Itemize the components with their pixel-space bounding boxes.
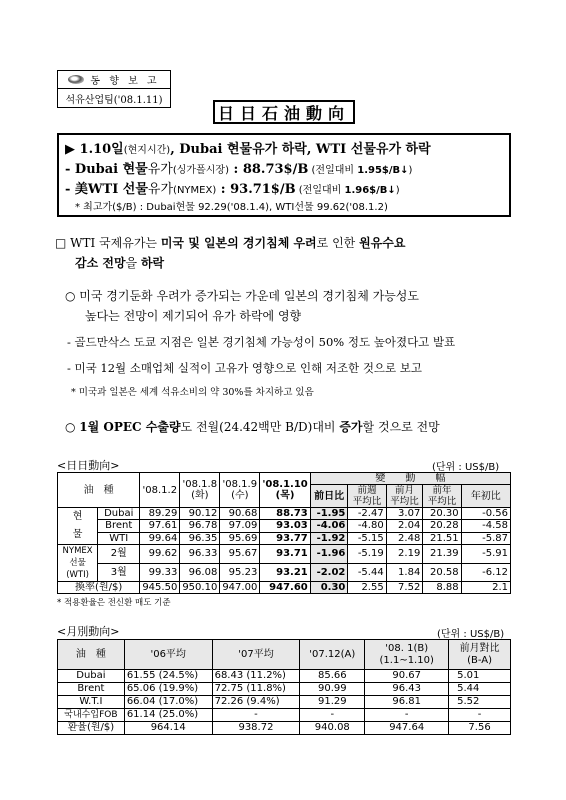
daily-cell: 0.30 bbox=[310, 582, 348, 594]
monthly-cell: 61.14 (25.0%) bbox=[124, 709, 212, 722]
bullet-opec bbox=[65, 417, 515, 437]
monthly-cell: 65.06 (19.9%) bbox=[124, 683, 212, 696]
main-point bbox=[55, 233, 515, 273]
dubai-market: (싱가폴시장) bbox=[172, 165, 229, 176]
daily-h-d1: '08.1.2 bbox=[140, 473, 180, 508]
monthly-cell: 96.43 bbox=[365, 683, 449, 696]
opec-increase: 증가 bbox=[339, 420, 363, 434]
daily-cell: 88.73 bbox=[260, 508, 310, 520]
headline-text: , Dubai 현물유가 하락, WTI 선물유가 하락 bbox=[170, 142, 431, 157]
daily-cell: 99.62 bbox=[140, 545, 180, 564]
daily-row-name: 2월 bbox=[98, 545, 140, 564]
monthly-h-07: '07平均 bbox=[212, 640, 300, 670]
daily-cell: 99.33 bbox=[140, 563, 180, 582]
wti-label: - 美WTI 선물 bbox=[65, 182, 148, 197]
daily-cell: 1.84 bbox=[386, 563, 423, 582]
report-header-box bbox=[57, 70, 171, 108]
monthly-cell: 5.44 bbox=[449, 683, 511, 696]
monthly-cell: - bbox=[365, 709, 449, 722]
dubai-prev-label: (전일대비 bbox=[308, 165, 358, 176]
wti-change: 1.96$/B↓ bbox=[344, 185, 396, 196]
daily-cell: 95.67 bbox=[220, 545, 260, 564]
monthly-unit: (단위 : US$/B) bbox=[437, 629, 505, 640]
daily-cell: 93.03 bbox=[260, 520, 310, 532]
daily-cell: 93.21 bbox=[260, 563, 310, 582]
monthly-row-name: Brent bbox=[58, 683, 125, 696]
daily-cell: 8.88 bbox=[423, 582, 461, 594]
summary-box bbox=[57, 133, 511, 217]
headline-date: ▶ 1.10일 bbox=[65, 142, 124, 157]
wti-close-paren: ) bbox=[395, 185, 400, 196]
monthly-h-diff bbox=[449, 640, 511, 670]
daily-cell: -5.15 bbox=[348, 532, 386, 544]
daily-cell: 90.68 bbox=[220, 508, 260, 520]
table-row bbox=[58, 722, 511, 735]
daily-h-d2 bbox=[180, 473, 220, 508]
daily-cell: 3.07 bbox=[386, 508, 423, 520]
opec-bullet: ○ bbox=[65, 420, 80, 434]
daily-row-name: WTI bbox=[98, 532, 140, 544]
monthly-cell: 91.29 bbox=[300, 696, 365, 709]
daily-row-name: Dubai bbox=[98, 508, 140, 520]
monthly-row-name: 환율(원/$) bbox=[58, 722, 125, 735]
daily-cell: 93.71 bbox=[260, 545, 310, 564]
monthly-h-diff-a: 前月對比 bbox=[459, 642, 500, 654]
monthly-table bbox=[57, 639, 511, 735]
daily-cell: 947.00 bbox=[220, 582, 260, 594]
daily-h-week-b: 平均比 bbox=[352, 496, 382, 507]
daily-row-name: Brent bbox=[98, 520, 140, 532]
dash-goldman: - 골드만삭스 도쿄 지점은 일본 경기침체 가능성이 50% 정도 높아졌다고 발표 bbox=[67, 335, 456, 349]
monthly-cell: 66.04 (17.0%) bbox=[124, 696, 212, 709]
daily-h-d3-day: (수) bbox=[231, 490, 249, 501]
daily-h-month-b: 平均比 bbox=[390, 496, 419, 507]
report-label-row bbox=[58, 71, 170, 89]
daily-group-nymex-a: NYMEX bbox=[62, 546, 93, 556]
daily-cell: 93.77 bbox=[260, 532, 310, 544]
opec-subject: 1월 OPEC 수출량 bbox=[79, 420, 181, 434]
daily-cell: -4.80 bbox=[348, 520, 386, 532]
daily-fx-name: 換率(원/$) bbox=[58, 582, 140, 594]
daily-cell: 97.09 bbox=[220, 520, 260, 532]
summary-headline bbox=[65, 138, 509, 158]
report-label: 동 향 보 고 bbox=[90, 76, 160, 87]
main-point-d: 원유수요 bbox=[359, 236, 406, 250]
main-point-c: 로 인한 bbox=[316, 236, 360, 250]
daily-h-d2-date: '08.1.8 bbox=[182, 479, 218, 490]
table-row bbox=[58, 709, 511, 722]
monthly-cell: 61.55 (24.5%) bbox=[124, 670, 212, 683]
daily-group-nymex-b: 선물(WTI) bbox=[66, 558, 89, 580]
consumption-note: * 미국과 일본은 세계 석유소비의 약 30%를 차지하고 있음 bbox=[71, 387, 314, 398]
monthly-cell: 85.66 bbox=[300, 670, 365, 683]
daily-h-ytd: 年初比 bbox=[461, 485, 510, 508]
daily-cell: 2.1 bbox=[461, 582, 510, 594]
summary-peak-note: * 최고가($/B) : Dubai현물 92.29('08.1.4), WTI선물 99.62('08.1.2) bbox=[75, 202, 388, 213]
daily-cell: 945.50 bbox=[140, 582, 180, 594]
monthly-cell: 938.72 bbox=[212, 722, 300, 735]
daily-cell: 2.19 bbox=[386, 545, 423, 564]
main-point-f: 을 bbox=[125, 256, 141, 270]
daily-cell: 90.12 bbox=[180, 508, 220, 520]
daily-cell: 95.69 bbox=[220, 532, 260, 544]
opec-mid: 도 전월(24.42백만 B/D)대비 bbox=[180, 420, 340, 434]
monthly-cell: 940.08 bbox=[300, 722, 365, 735]
daily-h-change: 變 動 幅 bbox=[310, 473, 510, 485]
monthly-cell: 90.67 bbox=[365, 670, 449, 683]
daily-cell: 21.51 bbox=[423, 532, 461, 544]
daily-cell: 2.55 bbox=[348, 582, 386, 594]
daily-cell: 96.08 bbox=[180, 563, 220, 582]
daily-cell: 20.30 bbox=[423, 508, 461, 520]
daily-h-d4 bbox=[260, 473, 310, 508]
daily-h-prev: 前日比 bbox=[310, 485, 348, 508]
monthly-h-diff-b: (B-A) bbox=[467, 654, 493, 666]
monthly-h-0801-a: '08. 1(B) bbox=[385, 642, 429, 654]
page-title: 日日石油動向 bbox=[213, 100, 355, 124]
bullet-us-japan-line1: ○ 미국 경기둔화 우려가 증가되는 가운데 일본의 경기침체 가능성도 bbox=[65, 289, 419, 303]
wti-prev-label: (전일대비 bbox=[295, 185, 345, 196]
daily-cell: 947.60 bbox=[260, 582, 310, 594]
table-row bbox=[58, 683, 511, 696]
daily-h-year-b: 平均比 bbox=[427, 496, 457, 507]
table-row bbox=[58, 520, 511, 532]
monthly-row-name: 국내수입FOB bbox=[58, 709, 125, 722]
daily-cell: 96.35 bbox=[180, 532, 220, 544]
daily-group-spot bbox=[58, 508, 98, 545]
table-row bbox=[58, 532, 511, 544]
wti-market: (NYMEX) bbox=[173, 185, 217, 196]
headline-local-time: (현지시간) bbox=[123, 145, 171, 156]
daily-h-month bbox=[386, 485, 423, 508]
summary-dubai bbox=[65, 158, 509, 178]
daily-cell: -1.92 bbox=[310, 532, 348, 544]
daily-h-year-a: 前年 bbox=[432, 485, 452, 496]
daily-cell: -5.19 bbox=[348, 545, 386, 564]
daily-cell: -1.95 bbox=[310, 508, 348, 520]
daily-cell: 96.33 bbox=[180, 545, 220, 564]
monthly-h-0801-b: (1.1~1.10) bbox=[379, 654, 434, 666]
monthly-cell: - bbox=[212, 709, 300, 722]
monthly-cell: 96.81 bbox=[365, 696, 449, 709]
monthly-cell: - bbox=[449, 709, 511, 722]
company-logo-icon bbox=[68, 75, 84, 84]
daily-h-month-a: 前月 bbox=[395, 485, 415, 496]
monthly-section-title: <月別動向> bbox=[57, 625, 120, 638]
monthly-row-name: W.T.I bbox=[58, 696, 125, 709]
daily-group-spot-a: 현 bbox=[72, 511, 83, 522]
main-point-b: 미국 및 일본의 경기침체 우려 bbox=[160, 236, 317, 250]
monthly-cell: 72.75 (11.8%) bbox=[212, 683, 300, 696]
main-point-g: 하락 bbox=[140, 256, 165, 270]
dash-retail: - 미국 12월 소매업체 실적이 고유가 영향으로 인해 저조한 것으로 보고 bbox=[67, 361, 423, 375]
monthly-cell: 5.52 bbox=[449, 696, 511, 709]
monthly-cell: 5.01 bbox=[449, 670, 511, 683]
dubai-close-paren: ) bbox=[408, 165, 413, 176]
daily-row-name: 3월 bbox=[98, 563, 140, 582]
dubai-label: - Dubai 현물 bbox=[65, 162, 148, 177]
monthly-h-item: 油 種 bbox=[58, 640, 125, 670]
monthly-cell: 7.56 bbox=[449, 722, 511, 735]
team-date: 석유산업팀('08.1.11) bbox=[65, 94, 163, 106]
monthly-cell: - bbox=[300, 709, 365, 722]
daily-cell: 95.23 bbox=[220, 563, 260, 582]
daily-footnote: * 적용환율은 전신환 매도 기준 bbox=[57, 598, 171, 608]
daily-cell: 99.64 bbox=[140, 532, 180, 544]
table-row bbox=[58, 582, 511, 594]
table-row bbox=[58, 508, 511, 520]
daily-h-d4-date: '08.1.10 bbox=[262, 479, 308, 490]
table-row bbox=[58, 545, 511, 564]
daily-cell: -6.12 bbox=[461, 563, 510, 582]
daily-cell: 20.58 bbox=[423, 563, 461, 582]
daily-cell: 89.29 bbox=[140, 508, 180, 520]
daily-section-title: <日日動向> bbox=[57, 459, 120, 472]
bullet-us-japan-line2: 높다는 전망이 제기되어 유가 하락에 영향 bbox=[85, 309, 302, 323]
daily-h-d2-day: (화) bbox=[191, 490, 209, 501]
daily-group-spot-b: 물 bbox=[72, 529, 83, 540]
daily-cell: 20.28 bbox=[423, 520, 461, 532]
daily-h-item: 油 種 bbox=[58, 473, 140, 508]
wti-label-suffix: 유가 bbox=[147, 182, 174, 197]
monthly-row-name: Dubai bbox=[58, 670, 125, 683]
monthly-cell: 947.64 bbox=[365, 722, 449, 735]
daily-cell: -1.96 bbox=[310, 545, 348, 564]
daily-cell: 2.04 bbox=[386, 520, 423, 532]
daily-group-nymex bbox=[58, 545, 98, 582]
daily-cell: 950.10 bbox=[180, 582, 220, 594]
table-row bbox=[58, 696, 511, 709]
daily-cell: 96.78 bbox=[180, 520, 220, 532]
daily-h-week bbox=[348, 485, 386, 508]
main-point-a: □ WTI 국제유가는 bbox=[55, 236, 161, 250]
table-row bbox=[58, 563, 511, 582]
dubai-label-suffix: 유가 bbox=[147, 162, 173, 177]
main-point-e: 감소 전망 bbox=[75, 256, 126, 270]
daily-cell: -2.02 bbox=[310, 563, 348, 582]
summary-wti bbox=[65, 178, 509, 198]
monthly-cell: 90.99 bbox=[300, 683, 365, 696]
daily-h-d4-day: (목) bbox=[275, 490, 295, 501]
wti-price: : 93.71$/B bbox=[216, 182, 296, 197]
daily-cell: -5.87 bbox=[461, 532, 510, 544]
opec-end: 할 것으로 전망 bbox=[362, 420, 440, 434]
daily-cell: 7.52 bbox=[386, 582, 423, 594]
daily-h-week-a: 前週 bbox=[357, 485, 377, 496]
daily-cell: -5.91 bbox=[461, 545, 510, 564]
monthly-h-06: '06平均 bbox=[124, 640, 212, 670]
daily-cell: -4.58 bbox=[461, 520, 510, 532]
daily-cell: 21.39 bbox=[423, 545, 461, 564]
monthly-cell: 964.14 bbox=[124, 722, 212, 735]
monthly-cell: 72.26 (9.4%) bbox=[212, 696, 300, 709]
daily-unit: (단위 : US$/B) bbox=[432, 462, 500, 473]
monthly-h-0712: '07.12(A) bbox=[300, 640, 365, 670]
daily-cell: -2.47 bbox=[348, 508, 386, 520]
monthly-cell: 68.43 (11.2%) bbox=[212, 670, 300, 683]
daily-cell: 97.61 bbox=[140, 520, 180, 532]
daily-table bbox=[57, 472, 511, 594]
monthly-h-0801 bbox=[365, 640, 449, 670]
daily-h-year bbox=[423, 485, 461, 508]
daily-cell: 2.48 bbox=[386, 532, 423, 544]
dubai-price: : 88.73$/B bbox=[228, 162, 309, 177]
daily-cell: -4.06 bbox=[310, 520, 348, 532]
daily-h-d3-date: '08.1.9 bbox=[222, 479, 258, 490]
dubai-change: 1.95$/B↓ bbox=[357, 165, 409, 176]
table-row bbox=[58, 670, 511, 683]
daily-cell: -5.44 bbox=[348, 563, 386, 582]
daily-cell: -0.56 bbox=[461, 508, 510, 520]
daily-h-d3 bbox=[220, 473, 260, 508]
bullet-us-japan bbox=[65, 286, 515, 326]
